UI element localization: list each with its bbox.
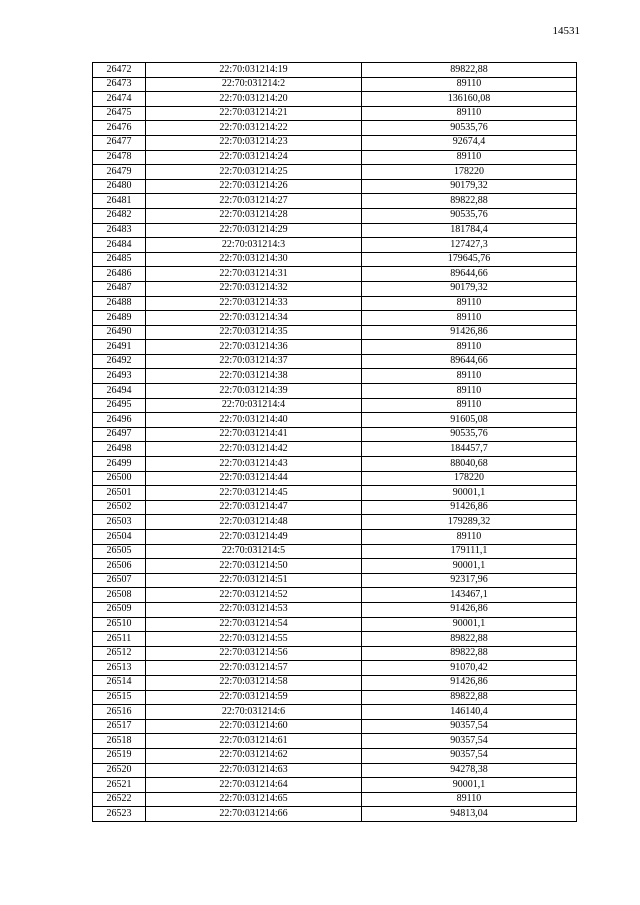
registry-table-body	[93, 63, 577, 822]
cadastral-number-cell: 22:70:031214:33	[146, 296, 362, 311]
value-cell: 184457,7	[362, 442, 577, 457]
cadastral-number-cell: 22:70:031214:44	[146, 471, 362, 486]
row-number-cell: 26505	[93, 544, 146, 559]
cadastral-number-cell: 22:70:031214:60	[146, 719, 362, 734]
table-row	[93, 340, 577, 355]
row-number-cell: 26508	[93, 588, 146, 603]
value-cell: 178220	[362, 471, 577, 486]
value-cell: 89644,66	[362, 267, 577, 282]
cadastral-number-cell: 22:70:031214:55	[146, 632, 362, 647]
row-number-cell: 26483	[93, 223, 146, 238]
value-cell: 89110	[362, 150, 577, 165]
value-cell: 88040,68	[362, 457, 577, 472]
cadastral-number-cell: 22:70:031214:62	[146, 748, 362, 763]
table-row	[93, 573, 577, 588]
value-cell: 179289,32	[362, 515, 577, 530]
table-row	[93, 559, 577, 574]
table-row	[93, 763, 577, 778]
value-cell: 91426,86	[362, 675, 577, 690]
table-row	[93, 413, 577, 428]
cadastral-number-cell: 22:70:031214:36	[146, 340, 362, 355]
cadastral-number-cell: 22:70:031214:24	[146, 150, 362, 165]
cadastral-number-cell: 22:70:031214:38	[146, 369, 362, 384]
row-number-cell: 26494	[93, 384, 146, 399]
row-number-cell: 26503	[93, 515, 146, 530]
table-row	[93, 238, 577, 253]
value-cell: 179111,1	[362, 544, 577, 559]
value-cell: 89110	[362, 384, 577, 399]
value-cell: 89110	[362, 792, 577, 807]
value-cell: 89110	[362, 340, 577, 355]
row-number-cell: 26486	[93, 267, 146, 282]
row-number-cell: 26474	[93, 92, 146, 107]
table-row	[93, 354, 577, 369]
row-number-cell: 26477	[93, 135, 146, 150]
cadastral-number-cell: 22:70:031214:56	[146, 646, 362, 661]
value-cell: 90535,76	[362, 208, 577, 223]
row-number-cell: 26502	[93, 500, 146, 515]
cadastral-number-cell: 22:70:031214:54	[146, 617, 362, 632]
row-number-cell: 26475	[93, 106, 146, 121]
value-cell: 92674,4	[362, 135, 577, 150]
row-number-cell: 26510	[93, 617, 146, 632]
value-cell: 89110	[362, 296, 577, 311]
row-number-cell: 26495	[93, 398, 146, 413]
row-number-cell: 26476	[93, 121, 146, 136]
value-cell: 90535,76	[362, 427, 577, 442]
table-row	[93, 486, 577, 501]
cadastral-number-cell: 22:70:031214:57	[146, 661, 362, 676]
row-number-cell: 26496	[93, 413, 146, 428]
value-cell: 90535,76	[362, 121, 577, 136]
value-cell: 89822,88	[362, 690, 577, 705]
table-row	[93, 588, 577, 603]
table-row	[93, 325, 577, 340]
value-cell: 90179,32	[362, 281, 577, 296]
cadastral-number-cell: 22:70:031214:41	[146, 427, 362, 442]
table-row	[93, 63, 577, 78]
table-row	[93, 500, 577, 515]
table-row	[93, 734, 577, 749]
value-cell: 89110	[362, 106, 577, 121]
value-cell: 90179,32	[362, 179, 577, 194]
table-row	[93, 807, 577, 822]
table-row	[93, 281, 577, 296]
cadastral-number-cell: 22:70:031214:48	[146, 515, 362, 530]
cadastral-number-cell: 22:70:031214:34	[146, 311, 362, 326]
table-row	[93, 121, 577, 136]
cadastral-number-cell: 22:70:031214:65	[146, 792, 362, 807]
value-cell: 181784,4	[362, 223, 577, 238]
table-row	[93, 632, 577, 647]
row-number-cell: 26513	[93, 661, 146, 676]
cadastral-number-cell: 22:70:031214:50	[146, 559, 362, 574]
cadastral-number-cell: 22:70:031214:3	[146, 238, 362, 253]
table-row	[93, 719, 577, 734]
row-number-cell: 26511	[93, 632, 146, 647]
table-row	[93, 398, 577, 413]
value-cell: 143467,1	[362, 588, 577, 603]
row-number-cell: 26516	[93, 705, 146, 720]
value-cell: 90001,1	[362, 617, 577, 632]
row-number-cell: 26509	[93, 602, 146, 617]
row-number-cell: 26514	[93, 675, 146, 690]
value-cell: 179645,76	[362, 252, 577, 267]
value-cell: 89110	[362, 77, 577, 92]
table-row	[93, 471, 577, 486]
table-row	[93, 675, 577, 690]
value-cell: 89822,88	[362, 63, 577, 78]
cadastral-number-cell: 22:70:031214:29	[146, 223, 362, 238]
row-number-cell: 26482	[93, 208, 146, 223]
cadastral-number-cell: 22:70:031214:37	[146, 354, 362, 369]
table-row	[93, 208, 577, 223]
table-row	[93, 705, 577, 720]
value-cell: 146140,4	[362, 705, 577, 720]
cadastral-number-cell: 22:70:031214:6	[146, 705, 362, 720]
row-number-cell: 26507	[93, 573, 146, 588]
row-number-cell: 26522	[93, 792, 146, 807]
row-number-cell: 26501	[93, 486, 146, 501]
row-number-cell: 26493	[93, 369, 146, 384]
table-row	[93, 515, 577, 530]
table-row	[93, 690, 577, 705]
value-cell: 89110	[362, 311, 577, 326]
row-number-cell: 26500	[93, 471, 146, 486]
cadastral-number-cell: 22:70:031214:42	[146, 442, 362, 457]
value-cell: 90357,54	[362, 719, 577, 734]
row-number-cell: 26485	[93, 252, 146, 267]
cadastral-number-cell: 22:70:031214:32	[146, 281, 362, 296]
table-row	[93, 165, 577, 180]
row-number-cell: 26490	[93, 325, 146, 340]
table-row	[93, 457, 577, 472]
table-row	[93, 369, 577, 384]
row-number-cell: 26515	[93, 690, 146, 705]
row-number-cell: 26504	[93, 530, 146, 545]
table-row	[93, 311, 577, 326]
cadastral-number-cell: 22:70:031214:4	[146, 398, 362, 413]
table-row	[93, 267, 577, 282]
row-number-cell: 26479	[93, 165, 146, 180]
cadastral-number-cell: 22:70:031214:66	[146, 807, 362, 822]
table-row	[93, 661, 577, 676]
value-cell: 136160,08	[362, 92, 577, 107]
cadastral-number-cell: 22:70:031214:39	[146, 384, 362, 399]
cadastral-number-cell: 22:70:031214:2	[146, 77, 362, 92]
value-cell: 94278,38	[362, 763, 577, 778]
row-number-cell: 26481	[93, 194, 146, 209]
value-cell: 89822,88	[362, 632, 577, 647]
value-cell: 91426,86	[362, 500, 577, 515]
cadastral-number-cell: 22:70:031214:27	[146, 194, 362, 209]
table-row	[93, 748, 577, 763]
cadastral-number-cell: 22:70:031214:61	[146, 734, 362, 749]
table-row	[93, 617, 577, 632]
page-number: 14531	[552, 25, 580, 37]
cadastral-number-cell: 22:70:031214:63	[146, 763, 362, 778]
row-number-cell: 26497	[93, 427, 146, 442]
value-cell: 127427,3	[362, 238, 577, 253]
value-cell: 91070,42	[362, 661, 577, 676]
row-number-cell: 26472	[93, 63, 146, 78]
table-row	[93, 223, 577, 238]
table-row	[93, 296, 577, 311]
row-number-cell: 26480	[93, 179, 146, 194]
table-row	[93, 544, 577, 559]
row-number-cell: 26518	[93, 734, 146, 749]
table-row	[93, 252, 577, 267]
row-number-cell: 26478	[93, 150, 146, 165]
table-row	[93, 106, 577, 121]
cadastral-number-cell: 22:70:031214:23	[146, 135, 362, 150]
cadastral-number-cell: 22:70:031214:51	[146, 573, 362, 588]
table-row	[93, 778, 577, 793]
value-cell: 89110	[362, 398, 577, 413]
cadastral-number-cell: 22:70:031214:58	[146, 675, 362, 690]
cadastral-number-cell: 22:70:031214:30	[146, 252, 362, 267]
cadastral-number-cell: 22:70:031214:43	[146, 457, 362, 472]
table-row	[93, 442, 577, 457]
table-row	[93, 135, 577, 150]
cadastral-number-cell: 22:70:031214:31	[146, 267, 362, 282]
table-row	[93, 530, 577, 545]
value-cell: 94813,04	[362, 807, 577, 822]
row-number-cell: 26519	[93, 748, 146, 763]
row-number-cell: 26499	[93, 457, 146, 472]
cadastral-number-cell: 22:70:031214:52	[146, 588, 362, 603]
value-cell: 89822,88	[362, 646, 577, 661]
value-cell: 89110	[362, 369, 577, 384]
value-cell: 178220	[362, 165, 577, 180]
cadastral-number-cell: 22:70:031214:22	[146, 121, 362, 136]
cadastral-number-cell: 22:70:031214:5	[146, 544, 362, 559]
cadastral-number-cell: 22:70:031214:40	[146, 413, 362, 428]
cadastral-number-cell: 22:70:031214:25	[146, 165, 362, 180]
cadastral-number-cell: 22:70:031214:26	[146, 179, 362, 194]
row-number-cell: 26498	[93, 442, 146, 457]
row-number-cell: 26491	[93, 340, 146, 355]
cadastral-number-cell: 22:70:031214:49	[146, 530, 362, 545]
table-row	[93, 602, 577, 617]
row-number-cell: 26506	[93, 559, 146, 574]
table-row	[93, 194, 577, 209]
row-number-cell: 26473	[93, 77, 146, 92]
cadastral-number-cell: 22:70:031214:21	[146, 106, 362, 121]
table-row	[93, 646, 577, 661]
registry-table	[92, 62, 577, 822]
value-cell: 90001,1	[362, 486, 577, 501]
table-row	[93, 150, 577, 165]
cadastral-number-cell: 22:70:031214:59	[146, 690, 362, 705]
cadastral-number-cell: 22:70:031214:19	[146, 63, 362, 78]
row-number-cell: 26489	[93, 311, 146, 326]
cadastral-number-cell: 22:70:031214:20	[146, 92, 362, 107]
row-number-cell: 26487	[93, 281, 146, 296]
value-cell: 91605,08	[362, 413, 577, 428]
row-number-cell: 26512	[93, 646, 146, 661]
value-cell: 89110	[362, 530, 577, 545]
row-number-cell: 26488	[93, 296, 146, 311]
row-number-cell: 26523	[93, 807, 146, 822]
row-number-cell: 26484	[93, 238, 146, 253]
row-number-cell: 26492	[93, 354, 146, 369]
row-number-cell: 26521	[93, 778, 146, 793]
value-cell: 90001,1	[362, 778, 577, 793]
table-row	[93, 92, 577, 107]
value-cell: 90357,54	[362, 748, 577, 763]
value-cell: 91426,86	[362, 325, 577, 340]
table-row	[93, 384, 577, 399]
table-row	[93, 792, 577, 807]
value-cell: 89822,88	[362, 194, 577, 209]
table-row	[93, 427, 577, 442]
cadastral-number-cell: 22:70:031214:35	[146, 325, 362, 340]
row-number-cell: 26520	[93, 763, 146, 778]
value-cell: 89644,66	[362, 354, 577, 369]
value-cell: 91426,86	[362, 602, 577, 617]
row-number-cell: 26517	[93, 719, 146, 734]
cadastral-number-cell: 22:70:031214:64	[146, 778, 362, 793]
value-cell: 92317,96	[362, 573, 577, 588]
value-cell: 90357,54	[362, 734, 577, 749]
cadastral-number-cell: 22:70:031214:47	[146, 500, 362, 515]
value-cell: 90001,1	[362, 559, 577, 574]
table-row	[93, 179, 577, 194]
table-row	[93, 77, 577, 92]
cadastral-number-cell: 22:70:031214:28	[146, 208, 362, 223]
cadastral-number-cell: 22:70:031214:45	[146, 486, 362, 501]
cadastral-number-cell: 22:70:031214:53	[146, 602, 362, 617]
